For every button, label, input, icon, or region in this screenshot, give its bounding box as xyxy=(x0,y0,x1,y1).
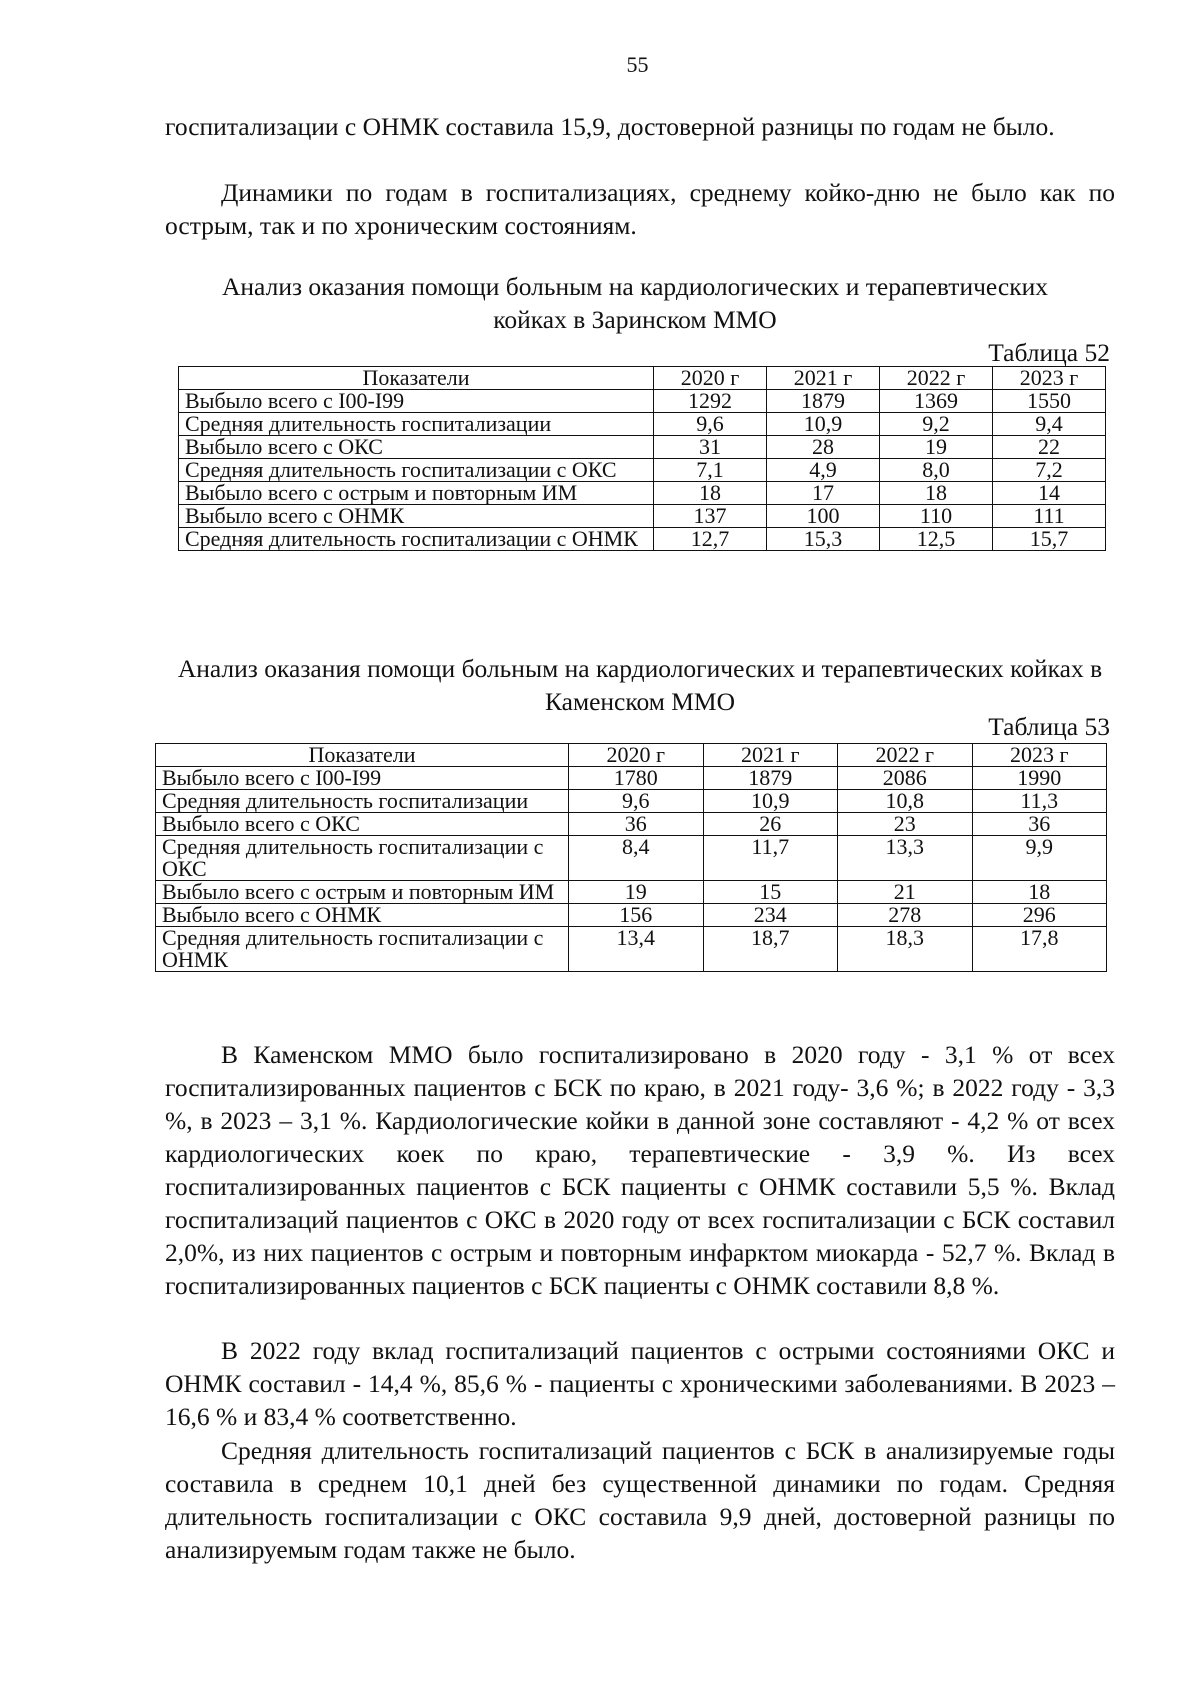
row-label: Средняя длительность госпитализации с ОНМК xyxy=(156,927,569,972)
cell-value: 110 xyxy=(880,505,993,528)
cell-value: 9,9 xyxy=(972,836,1107,881)
row-label: Выбыло всего с ОНМК xyxy=(156,904,569,927)
header-year: 2023 г xyxy=(993,367,1106,390)
row-label: Выбыло всего с ОКС xyxy=(156,813,569,836)
header-indicator: Показатели xyxy=(179,367,654,390)
header-year: 2023 г xyxy=(972,744,1107,767)
cell-value: 9,6 xyxy=(569,790,704,813)
cell-value: 18 xyxy=(880,482,993,505)
cell-value: 17 xyxy=(767,482,880,505)
table-53 xyxy=(155,743,1107,972)
cell-value: 23 xyxy=(838,813,973,836)
cell-value: 18 xyxy=(972,881,1107,904)
row-label: Средняя длительность госпитализации с ОКС xyxy=(156,836,569,881)
paragraph-kamensk-summary: В Каменском ММО было госпитализировано в 2020 году - 3,1 % от всех госпитализированных пациентов с БСК по краю, в 2021 году- 3,6 %; в 2022 году - 3,3 %, в 2023 – 3,1 %. Кардиологические койки в данной зоне составляют - 4,2 % от всех кардиологических коек по краю, терапевтические - 3,9 %. Из всех госпитализированных пациентов с БСК пациенты с ОНМК составили 5,5 %. Вклад госпитализаций пациентов с ОКС в 2020 году от всех госпитализации с БСК составил 2,0%, из них пациентов с острым и повторным инфарктом миокарда - 52,7 %. Вклад в госпитализированных пациентов с БСК пациенты с ОНМК составили 8,8 %. xyxy=(165,1040,1115,1300)
cell-value: 2086 xyxy=(838,767,973,790)
cell-value: 17,8 xyxy=(972,927,1107,972)
table-row xyxy=(179,436,1106,459)
cell-value: 156 xyxy=(569,904,704,927)
cell-value: 15,7 xyxy=(993,528,1106,551)
cell-value: 1990 xyxy=(972,767,1107,790)
cell-value: 11,7 xyxy=(703,836,838,881)
page-number: 55 xyxy=(626,52,649,77)
row-label: Выбыло всего с I00-I99 xyxy=(156,767,569,790)
cell-value: 10,9 xyxy=(767,413,880,436)
cell-value: 100 xyxy=(767,505,880,528)
cell-value: 1879 xyxy=(703,767,838,790)
cell-value: 15,3 xyxy=(767,528,880,551)
table-row xyxy=(156,904,1107,927)
cell-value: 4,9 xyxy=(767,459,880,482)
cell-value: 1369 xyxy=(880,390,993,413)
cell-value: 111 xyxy=(993,505,1106,528)
paragraph-2022-contribution: В 2022 году вклад госпитализаций пациентов с острыми состояниями ОКС и ОНМК составил - 14,4 %, 85,6 % - пациенты с хроническими заболеваниями. В 2023 – 16,6 % и 83,4 % соответственно. xyxy=(165,1336,1115,1431)
cell-value: 18,3 xyxy=(838,927,973,972)
paragraph-average-duration: Средняя длительность госпитализаций пациентов с БСК в анализируемые годы составила в среднем 10,1 дней без существенной динамики по годам. Средняя длительность госпитализации с ОКС составила 9,9 дней, достоверной разницы по анализируемым годам также не было. xyxy=(165,1436,1115,1564)
table-52 xyxy=(178,366,1106,551)
cell-value: 12,5 xyxy=(880,528,993,551)
cell-value: 28 xyxy=(767,436,880,459)
cell-value: 18,7 xyxy=(703,927,838,972)
table-row xyxy=(156,813,1107,836)
header-year: 2022 г xyxy=(880,367,993,390)
table-row xyxy=(179,482,1106,505)
row-label: Выбыло всего с I00-I99 xyxy=(179,390,654,413)
cell-value: 7,2 xyxy=(993,459,1106,482)
row-label: Средняя длительность госпитализации с ОНМК xyxy=(179,528,654,551)
row-label: Средняя длительность госпитализации xyxy=(156,790,569,813)
cell-value: 1780 xyxy=(569,767,704,790)
cell-value: 19 xyxy=(880,436,993,459)
cell-value: 14 xyxy=(993,482,1106,505)
cell-value: 137 xyxy=(654,505,767,528)
header-year: 2021 г xyxy=(767,367,880,390)
table-header-row xyxy=(179,367,1106,390)
header-year: 2021 г xyxy=(703,744,838,767)
cell-value: 22 xyxy=(993,436,1106,459)
table-52-label: Таблица 52 xyxy=(988,338,1110,367)
cell-value: 11,3 xyxy=(972,790,1107,813)
cell-value: 36 xyxy=(569,813,704,836)
cell-value: 26 xyxy=(703,813,838,836)
row-label: Выбыло всего с ОНМК xyxy=(179,505,654,528)
table-52-title: Анализ оказания помощи больным на кардиологических и терапевтических койках в Заринском ММО xyxy=(222,272,1048,334)
cell-value: 13,3 xyxy=(838,836,973,881)
table-row xyxy=(156,836,1107,881)
cell-value: 12,7 xyxy=(654,528,767,551)
table-row xyxy=(156,927,1107,972)
table-row xyxy=(156,767,1107,790)
table-53-title: Анализ оказания помощи больным на кардиологических и терапевтических койках в Каменском ММО xyxy=(177,654,1103,716)
header-year: 2022 г xyxy=(838,744,973,767)
cell-value: 8,4 xyxy=(569,836,704,881)
header-year: 2020 г xyxy=(654,367,767,390)
table-header-row xyxy=(156,744,1107,767)
header-indicator: Показатели xyxy=(156,744,569,767)
table-row xyxy=(156,881,1107,904)
row-label: Средняя длительность госпитализации с ОКС xyxy=(179,459,654,482)
cell-value: 15 xyxy=(703,881,838,904)
table-53-label: Таблица 53 xyxy=(988,712,1110,741)
table-row xyxy=(156,790,1107,813)
cell-value: 1550 xyxy=(993,390,1106,413)
cell-value: 9,4 xyxy=(993,413,1106,436)
row-label: Выбыло всего с острым и повторным ИМ xyxy=(179,482,654,505)
cell-value: 19 xyxy=(569,881,704,904)
cell-value: 36 xyxy=(972,813,1107,836)
cell-value: 10,8 xyxy=(838,790,973,813)
cell-value: 18 xyxy=(654,482,767,505)
cell-value: 278 xyxy=(838,904,973,927)
cell-value: 1292 xyxy=(654,390,767,413)
cell-value: 31 xyxy=(654,436,767,459)
table-row xyxy=(179,413,1106,436)
table-row xyxy=(179,505,1106,528)
cell-value: 7,1 xyxy=(654,459,767,482)
cell-value: 9,2 xyxy=(880,413,993,436)
cell-value: 10,9 xyxy=(703,790,838,813)
cell-value: 8,0 xyxy=(880,459,993,482)
cell-value: 21 xyxy=(838,881,973,904)
row-label: Выбыло всего с ОКС xyxy=(179,436,654,459)
paragraph-dynamics: Динамики по годам в госпитализациях, среднему койко-дню не было как по острым, так и по хроническим состояниям. xyxy=(165,178,1115,240)
row-label: Средняя длительность госпитализации xyxy=(179,413,654,436)
table-row xyxy=(179,459,1106,482)
cell-value: 234 xyxy=(703,904,838,927)
cell-value: 296 xyxy=(972,904,1107,927)
table-row xyxy=(179,390,1106,413)
cell-value: 1879 xyxy=(767,390,880,413)
row-label: Выбыло всего с острым и повторным ИМ xyxy=(156,881,569,904)
paragraph-continuation: госпитализации с ОНМК составила 15,9, достоверной разницы по годам не было. xyxy=(165,112,1055,141)
cell-value: 9,6 xyxy=(654,413,767,436)
table-row xyxy=(179,528,1106,551)
cell-value: 13,4 xyxy=(569,927,704,972)
header-year: 2020 г xyxy=(569,744,704,767)
